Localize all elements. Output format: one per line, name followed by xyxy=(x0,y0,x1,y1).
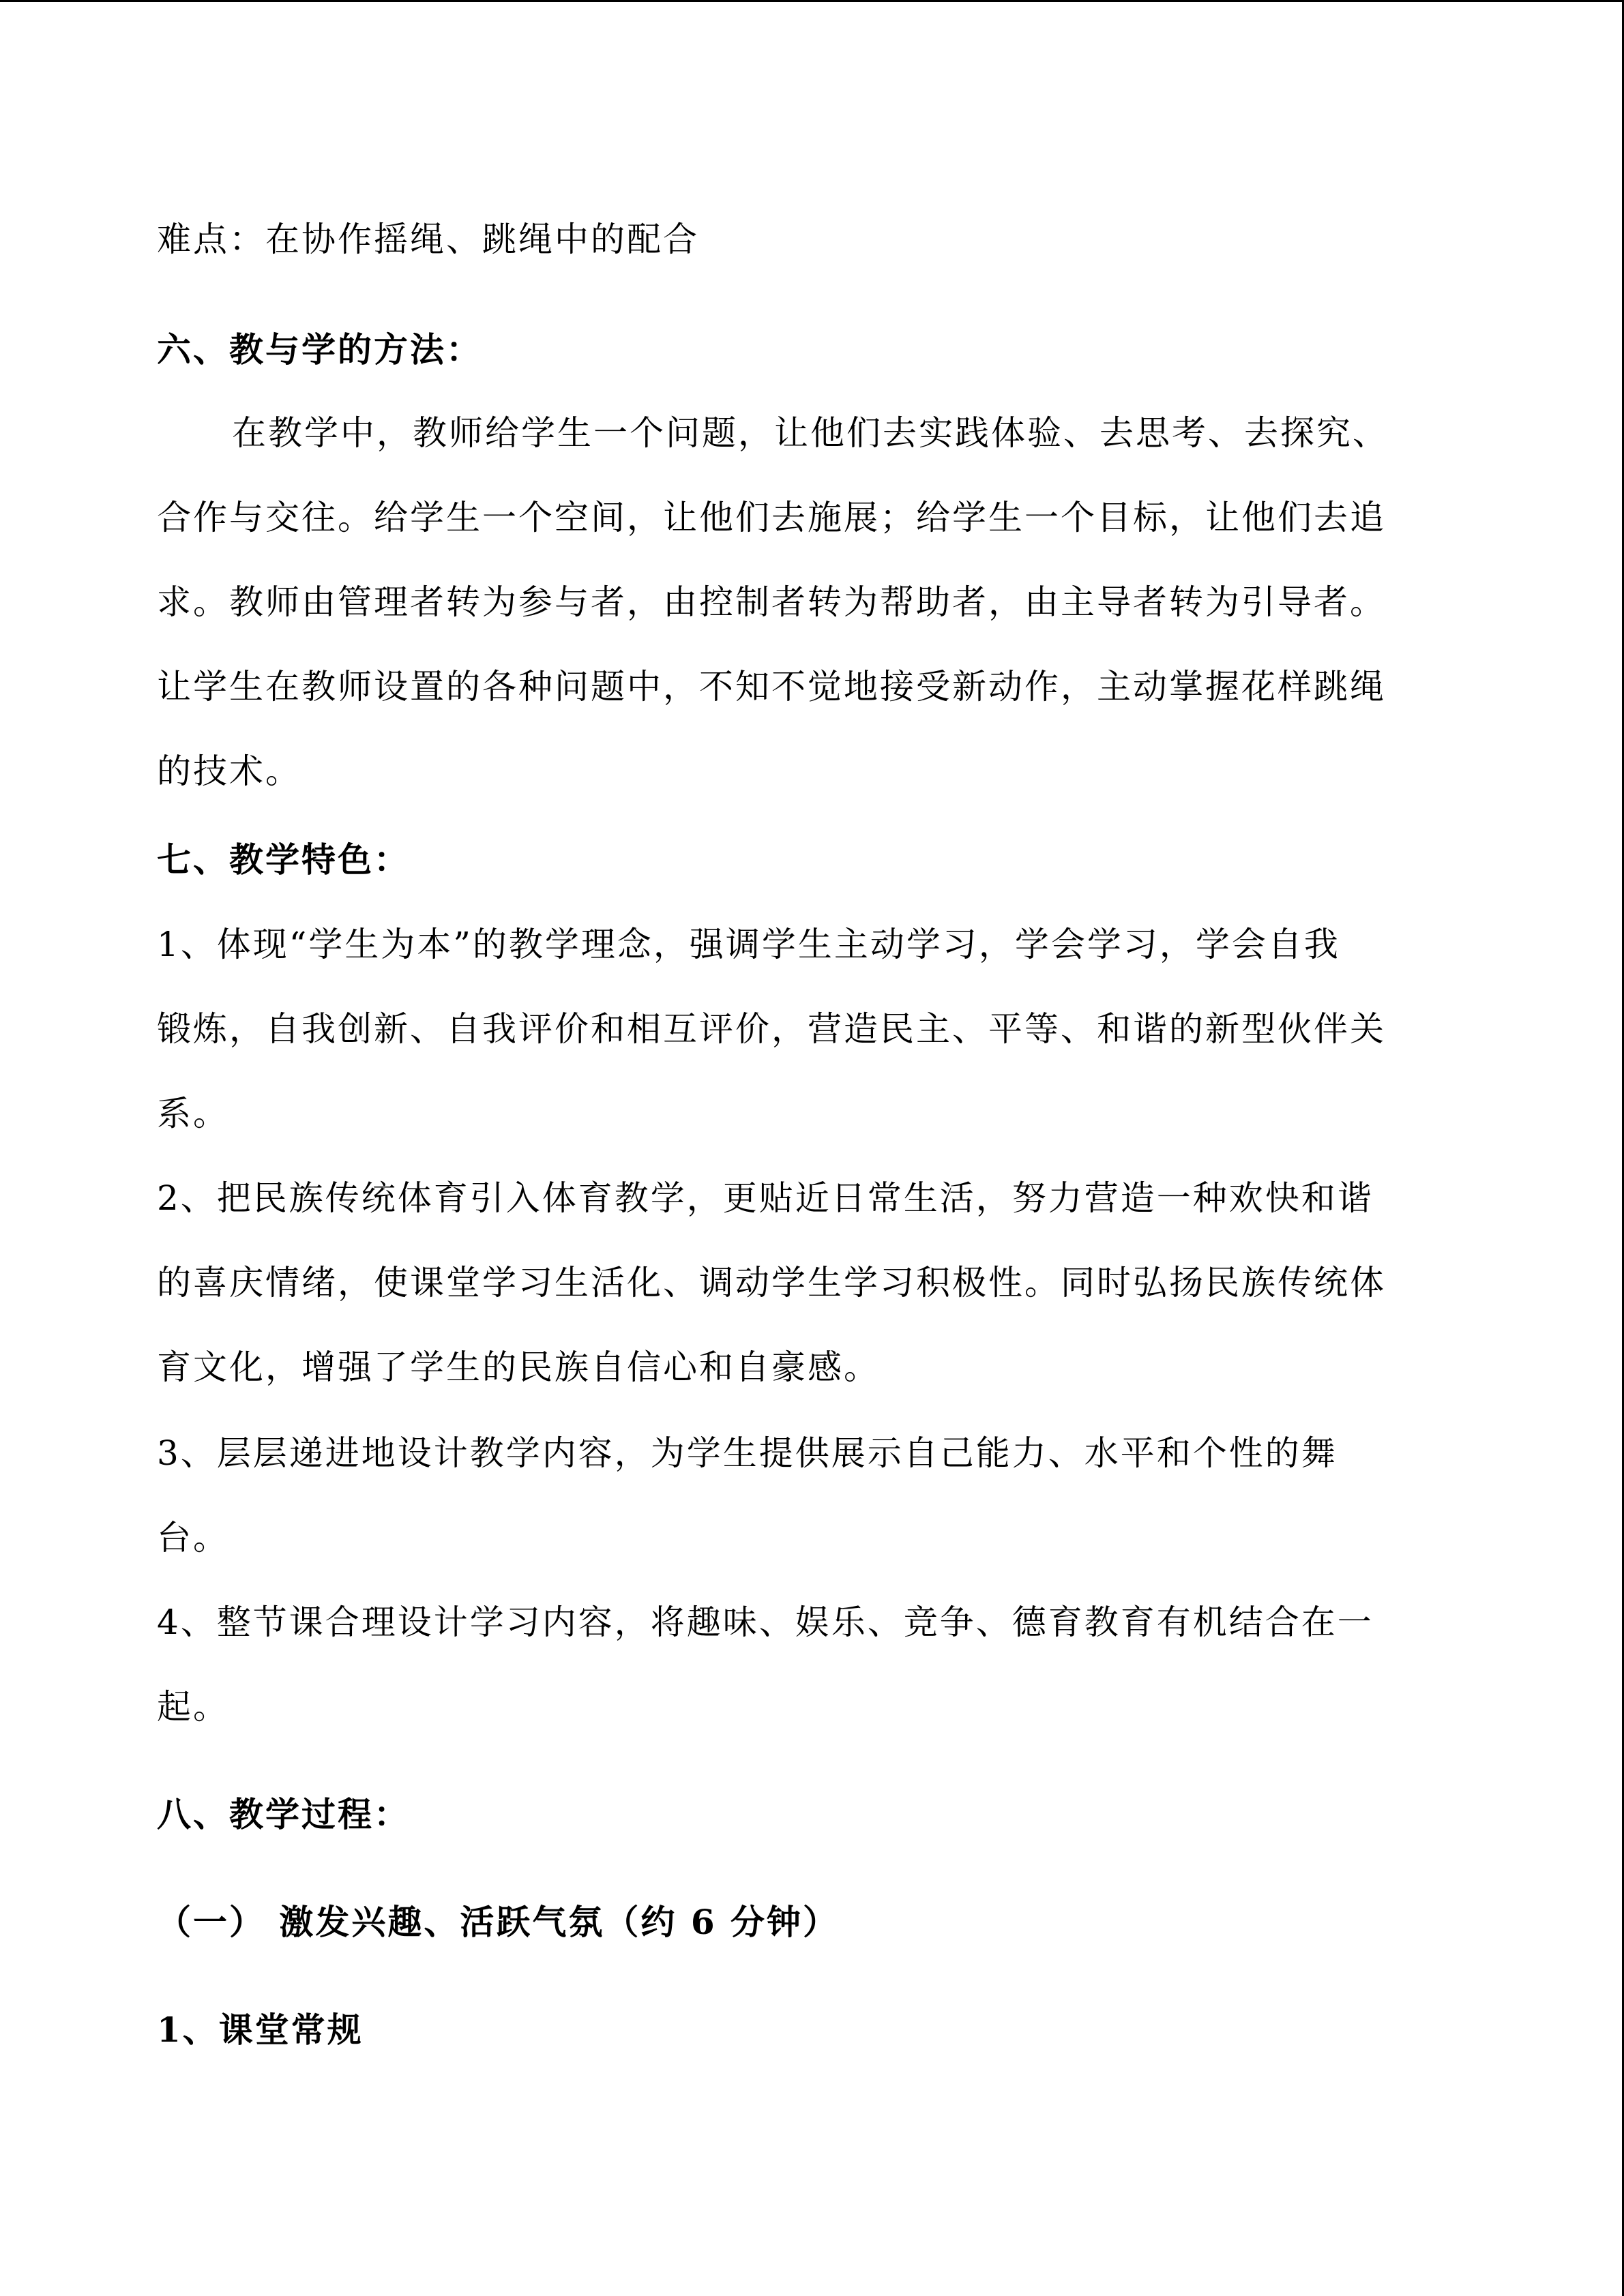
feature-4-line-1: 4、整节课合理设计学习内容，将趣味、娱乐、竞争、德育教育有机结合在一 xyxy=(157,1602,1374,1642)
paragraph-methods-line-3: 求。教师由管理者转为参与者，由控制者转为帮助者，由主导者转为引导者。 xyxy=(157,582,1386,622)
subheading-stage-one: （一） 激发兴趣、活跃气氛（约 6 分钟） xyxy=(157,1902,840,1942)
feature-2-line-3: 育文化，增强了学生的民族自信心和自豪感。 xyxy=(157,1347,880,1387)
heading-teaching-features: 七、教学特色： xyxy=(157,839,410,880)
heading-teaching-process: 八、教学过程： xyxy=(157,1794,410,1834)
feature-3-line-2: 台。 xyxy=(157,1518,229,1557)
paragraph-methods-line-1: 在教学中，教师给学生一个问题，让他们去实践体验、去思考、去探究、 xyxy=(232,413,1389,453)
paragraph-methods-line-4: 让学生在教师设置的各种问题中，不知不觉地接受新动作，主动掌握花样跳绳 xyxy=(157,667,1386,706)
subheading-class-routine: 1、课堂常规 xyxy=(157,2010,364,2050)
paragraph-methods-line-5: 的技术。 xyxy=(157,751,301,791)
feature-1-line-1: 1、体现“学生为本”的教学理念，强调学生主动学习，学会学习，学会自我 xyxy=(157,925,1340,964)
paragraph-methods-line-2: 合作与交往。给学生一个空间，让他们去施展；给学生一个目标，让他们去追 xyxy=(157,498,1386,537)
feature-2-line-2: 的喜庆情绪，使课堂学习生活化、调动学生学习积极性。同时弘扬民族传统体 xyxy=(157,1263,1386,1302)
feature-2-line-1: 2、把民族传统体育引入体育教学，更贴近日常生活，努力营造一种欢快和谐 xyxy=(157,1178,1374,1218)
feature-4-line-2: 起。 xyxy=(157,1687,229,1727)
paragraph-difficulty: 难点：在协作摇绳、跳绳中的配合 xyxy=(157,220,699,259)
heading-teaching-methods: 六、教与学的方法： xyxy=(157,329,482,370)
feature-1-line-2: 锻炼，自我创新、自我评价和相互评价，营造民主、平等、和谐的新型伙伴关 xyxy=(157,1009,1386,1049)
feature-1-line-3: 系。 xyxy=(157,1094,229,1133)
feature-3-line-1: 3、层层递进地设计教学内容，为学生提供展示自己能力、水平和个性的舞 xyxy=(157,1433,1338,1473)
